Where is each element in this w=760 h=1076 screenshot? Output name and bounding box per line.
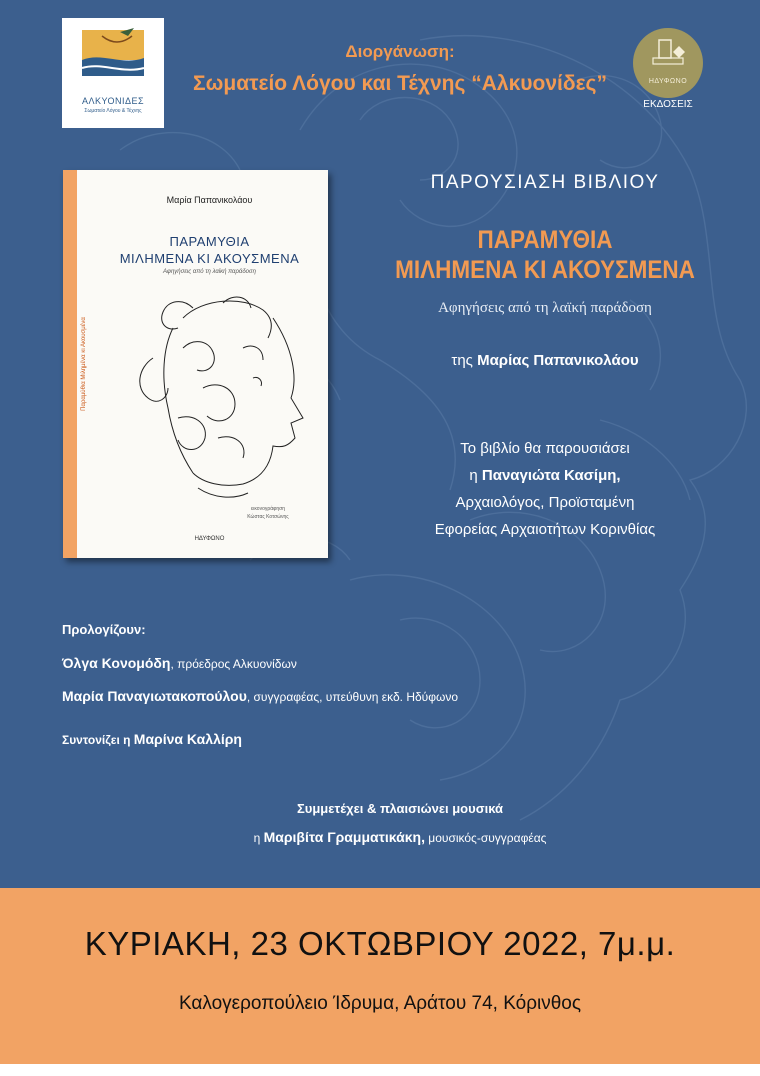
coordinator-prefix: Συντονίζει η	[62, 733, 134, 747]
prologue-speaker-2	[62, 688, 458, 704]
speaker-2-role: , συγγραφέας, υπεύθυνη εκδ. Ηδύφωνο	[246, 690, 459, 704]
organizer-label: Διοργάνωση:	[345, 42, 455, 61]
presenter-intro: Το βιβλίο θα παρουσιάσει	[460, 440, 630, 457]
spine-title-text: Παραμύθια Μιλημένα κι Ακουσμένα	[81, 317, 87, 411]
presenter-name: Παναγιώτα Κασίμη,	[481, 467, 621, 484]
alkyonides-logo	[62, 18, 164, 128]
musician-name: Μαριβίτα Γραμματικάκη,	[263, 829, 425, 845]
book-spine	[63, 170, 77, 558]
cover-profile-illustration	[123, 288, 313, 508]
alkyonides-logo-text: ΑΛΚΥΟΝΙΔΕΣ	[81, 96, 145, 106]
coordinator-line	[62, 731, 242, 747]
event-venue: Καλογεροπούλειο Ίδρυμα, Αράτου 74, Κόρινθος	[178, 993, 582, 1014]
speaker-1-name: Όλγα Κονομόδη	[62, 655, 171, 671]
presenter-prefix: η	[469, 467, 482, 484]
cover-illustration-label: εικονογράφηση	[251, 506, 285, 512]
cover-illustrator: Κώστας Κοτσώνης	[247, 514, 289, 520]
alkyonides-emblem-icon	[62, 18, 164, 94]
cover-author: Μαρία Παπανικολάου	[166, 195, 253, 205]
author-prefix: της	[451, 352, 478, 369]
book-subtitle: Αφηγήσεις από τη λαϊκή παράδοση	[438, 300, 652, 316]
event-details-band	[0, 888, 760, 1064]
prologue-speaker-1	[62, 655, 297, 671]
bottom-margin	[0, 1064, 760, 1076]
speaker-2-name: Μαρία Παναγιωτακοπούλου	[62, 688, 247, 704]
publisher-logo-caption: ΕΚΔΟΣΕΙΣ	[643, 99, 693, 110]
book-title-line2: ΜΙΛΗΜΕΝΑ ΚΙ ΑΚΟΥΣΜΕΝΑ	[395, 256, 695, 284]
event-date: ΚΥΡΙΑΚΗ, 23 ΟΚΤΩΒΡΙΟΥ 2022, 7μ.μ.	[84, 925, 676, 962]
book-author-line	[360, 352, 730, 369]
event-heading: ΠΑΡΟΥΣΙΑΣΗ ΒΙΒΛΙΟΥ	[430, 172, 660, 193]
musician-role: μουσικός-συγγραφέας	[424, 831, 547, 845]
presenter-role-line2: Εφορείας Αρχαιοτήτων Κορινθίας	[434, 521, 656, 538]
publisher-logo-name: ΗΔΥΦΩΝΟ	[648, 78, 688, 85]
book-spine-title	[77, 170, 91, 558]
musician-prefix: η	[253, 831, 264, 845]
hdyfono-publisher-logo	[633, 28, 703, 98]
musician-line	[150, 829, 650, 845]
publisher-emblem-icon	[633, 28, 703, 78]
cover-title-line1: ΠΑΡΑΜΥΘΙΑ	[169, 234, 250, 249]
cover-subtitle: Αφηγήσεις από τη λαϊκή παράδοση	[163, 269, 256, 275]
speaker-1-role: , πρόεδρος Αλκυονίδων	[170, 657, 297, 671]
book-cover	[63, 170, 328, 558]
cover-title-line2: ΜΙΛΗΜΕΝΑ ΚΙ ΑΚΟΥΣΜΕΝΑ	[119, 251, 300, 266]
cover-publisher: ΗΔΥΦΩΝΟ	[194, 536, 225, 542]
presenter-role-line1: Αρχαιολόγος, Προϊσταμένη	[455, 494, 635, 511]
prologue-label: Προλογίζουν:	[62, 622, 146, 637]
alkyonides-logo-subtext: Σωματείο Λόγου & Τέχνης	[84, 108, 142, 114]
book-title-line1: ΠΑΡΑΜΥΘΙΑ	[477, 226, 613, 254]
author-name: Μαρίας Παπανικολάου	[477, 352, 639, 369]
coordinator-name: Μαρίνα Καλλίρη	[133, 731, 242, 747]
presenter-line	[360, 467, 730, 484]
music-intro: Συμμετέχει & πλαισιώνει μουσικά	[296, 801, 504, 816]
organizer-name: Σωματείο Λόγου και Τέχνης “Αλκυονίδες”	[193, 72, 607, 95]
